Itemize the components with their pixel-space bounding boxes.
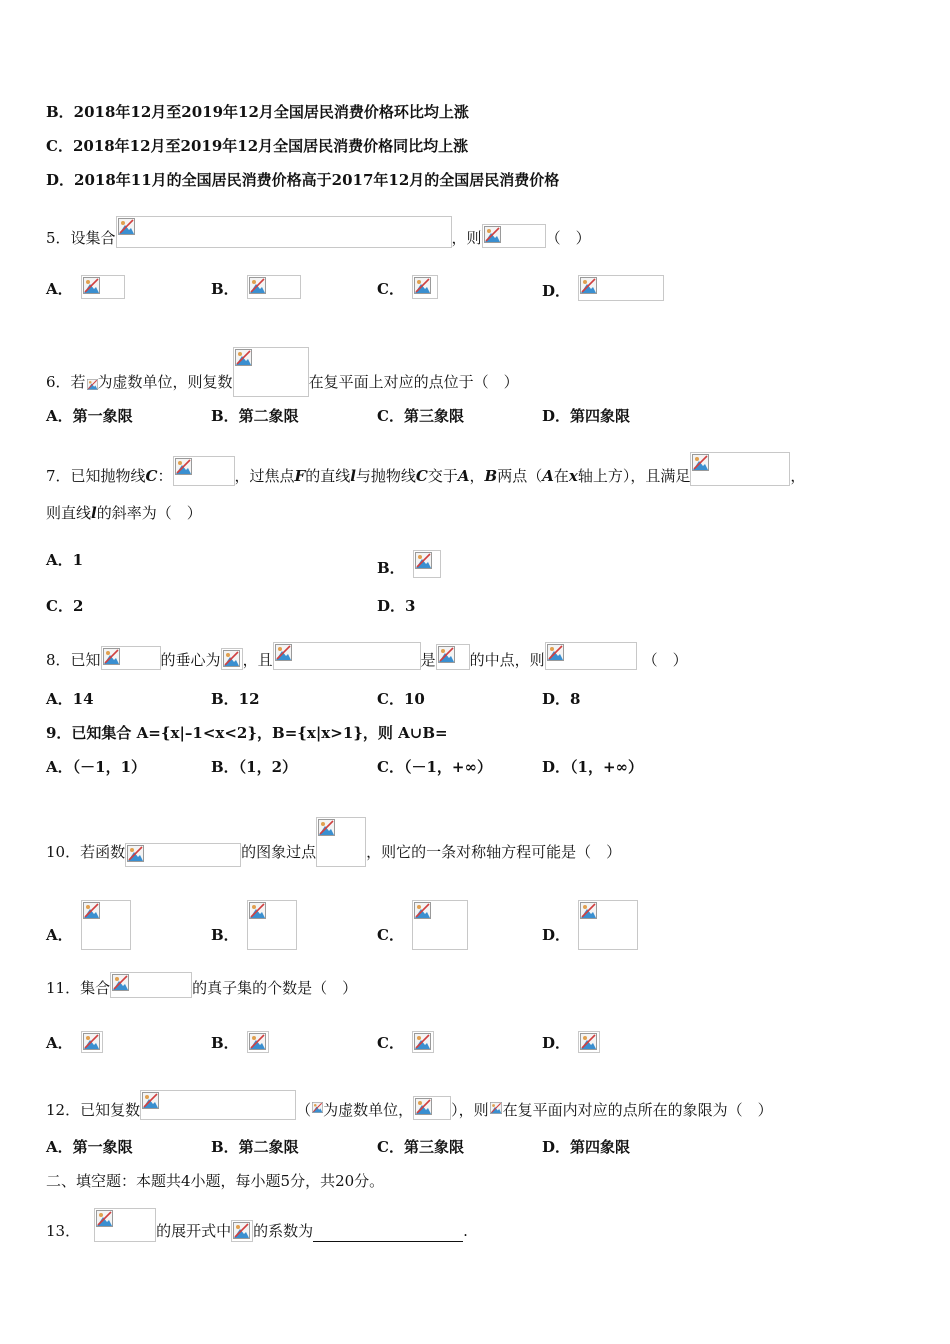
q10-option-b: B． bbox=[211, 900, 297, 950]
q6-complex-image bbox=[233, 347, 309, 397]
option-image bbox=[412, 275, 438, 299]
broken-image-icon bbox=[142, 1092, 159, 1109]
q6-option-d: D．第四象限 bbox=[542, 407, 631, 425]
q8-option-c: C．10 bbox=[377, 690, 425, 708]
option-image bbox=[81, 275, 125, 299]
broken-image-icon bbox=[484, 226, 501, 243]
q12-option-c: C．第三象限 bbox=[377, 1138, 464, 1156]
q12-option-d: D．第四象限 bbox=[542, 1138, 631, 1156]
q13-stem: 13． 的展开式中 的系数为 . bbox=[46, 1208, 468, 1242]
q9-option-d: D．（1，+∞） bbox=[542, 758, 644, 776]
q5-pre: 5．设集合 bbox=[46, 229, 116, 247]
q12-option-b: B．第二象限 bbox=[211, 1138, 299, 1156]
broken-image-icon bbox=[223, 650, 240, 667]
q12-z-image bbox=[489, 1100, 503, 1120]
broken-image-icon bbox=[96, 1210, 113, 1227]
option-image bbox=[413, 550, 441, 578]
broken-image-icon bbox=[414, 277, 431, 294]
broken-image-icon bbox=[249, 1033, 266, 1050]
broken-image-icon bbox=[112, 974, 129, 991]
option-image bbox=[578, 1031, 600, 1053]
q4-option-d: D．2018年11月的全国居民消费价格高于2017年12月的全国居民消费价格 bbox=[46, 171, 560, 189]
q8-h-image bbox=[221, 648, 243, 670]
q9-option-a: A．（－1，1） bbox=[46, 758, 147, 776]
broken-image-icon bbox=[83, 902, 100, 919]
option-image bbox=[81, 1031, 103, 1053]
broken-image-icon bbox=[249, 902, 266, 919]
q13-term-image bbox=[231, 1220, 253, 1242]
broken-image-icon bbox=[83, 277, 100, 294]
q7-condition-image bbox=[690, 452, 790, 486]
q7-parabola-image bbox=[173, 456, 235, 486]
q10-point-image bbox=[316, 817, 366, 867]
q5-option-b: B． bbox=[211, 275, 301, 299]
q8-option-d: D．8 bbox=[542, 690, 581, 708]
broken-image-icon bbox=[249, 277, 266, 294]
q9-option-c: C．（－1，+∞） bbox=[377, 758, 492, 776]
broken-image-icon bbox=[127, 845, 144, 862]
q4-option-b: B．2018年12月至2019年12月全国居民消费价格环比均上涨 bbox=[46, 103, 469, 121]
option-image bbox=[247, 900, 297, 950]
broken-image-icon bbox=[312, 1099, 323, 1116]
broken-image-icon bbox=[233, 1222, 250, 1239]
q8-dot-image bbox=[545, 642, 637, 670]
q11-option-b: B． bbox=[211, 1031, 269, 1053]
q12-stem: 12．已知复数 （ 为虚数单位， ），则 在复平面内对应的点所在的象限为（ ） bbox=[46, 1090, 773, 1120]
q11-option-c: C． bbox=[377, 1031, 434, 1053]
q7-option-c: C．2 bbox=[46, 597, 84, 615]
broken-image-icon bbox=[83, 1033, 100, 1050]
option-image bbox=[578, 900, 638, 950]
broken-image-icon bbox=[87, 376, 98, 393]
q5-set-image bbox=[116, 216, 452, 248]
q10-stem: 10．若函数 的图象过点 ，则它的一条对称轴方程可能是（ ） bbox=[46, 817, 621, 867]
q10-function-image bbox=[125, 843, 241, 867]
q6-i-image bbox=[86, 375, 98, 397]
q7-option-d: D．3 bbox=[377, 597, 416, 615]
q11-option-d: D． bbox=[542, 1031, 600, 1053]
broken-image-icon bbox=[235, 349, 252, 366]
option-image bbox=[578, 275, 664, 301]
q4-option-c: C．2018年12月至2019年12月全国居民消费价格同比均上涨 bbox=[46, 137, 469, 155]
q6-option-b: B．第二象限 bbox=[211, 407, 299, 425]
broken-image-icon bbox=[118, 218, 135, 235]
q10-option-a: A． bbox=[46, 900, 131, 950]
q5-post: （ ） bbox=[545, 229, 591, 247]
q9-option-b: B．（1，2） bbox=[211, 758, 298, 776]
q6-option-c: C．第三象限 bbox=[377, 407, 464, 425]
option-image bbox=[247, 1031, 269, 1053]
broken-image-icon bbox=[580, 902, 597, 919]
option-image bbox=[247, 275, 301, 299]
q11-option-a: A． bbox=[46, 1031, 103, 1053]
q7-option-b: B． bbox=[377, 550, 441, 578]
q10-option-d: D． bbox=[542, 900, 638, 950]
broken-image-icon bbox=[414, 902, 431, 919]
q5-option-c: C． bbox=[377, 275, 438, 299]
broken-image-icon bbox=[490, 1101, 502, 1115]
q11-set-image bbox=[110, 972, 192, 998]
q8-bc-image bbox=[436, 644, 470, 670]
broken-image-icon bbox=[547, 644, 564, 661]
q6-option-a: A．第一象限 bbox=[46, 407, 133, 425]
broken-image-icon bbox=[414, 1033, 431, 1050]
broken-image-icon bbox=[275, 644, 292, 661]
answer-blank[interactable] bbox=[313, 1225, 463, 1242]
broken-image-icon bbox=[415, 1098, 432, 1115]
broken-image-icon bbox=[415, 552, 432, 569]
broken-image-icon bbox=[438, 646, 455, 663]
option-image bbox=[412, 1031, 434, 1053]
q8-option-b: B．12 bbox=[211, 690, 260, 708]
q8-vector-image bbox=[273, 642, 421, 670]
q7-stem: 7．已知抛物线C： ，过焦点F的直线l与抛物线C交于A，B两点（A在x轴上方），且满足 ， bbox=[46, 452, 805, 486]
q8-option-a: A．14 bbox=[46, 690, 94, 708]
q12-option-a: A．第一象限 bbox=[46, 1138, 133, 1156]
q12-complex-image bbox=[140, 1090, 296, 1120]
q5-option-d: D． bbox=[542, 275, 664, 301]
broken-image-icon bbox=[580, 1033, 597, 1050]
q5-expr-image bbox=[482, 224, 546, 248]
q11-stem: 11．集合 的真子集的个数是（ ） bbox=[46, 972, 357, 998]
q12-condition-image bbox=[413, 1096, 451, 1120]
section-heading: 二、填空题：本题共4小题，每小题5分，共20分。 bbox=[46, 1172, 385, 1190]
q8-stem: 8．已知 的垂心为 ，且 是 的中点，则 （ ） bbox=[46, 642, 688, 670]
q8-triangle-image bbox=[101, 646, 161, 670]
q5-option-a: A． bbox=[46, 275, 125, 299]
option-image bbox=[81, 900, 131, 950]
q7-option-a: A．1 bbox=[46, 551, 84, 569]
broken-image-icon bbox=[692, 454, 709, 471]
q5-mid: ，则 bbox=[451, 229, 482, 247]
option-image bbox=[412, 900, 468, 950]
q10-option-c: C． bbox=[377, 900, 468, 950]
broken-image-icon bbox=[175, 458, 192, 475]
q13-binomial-image bbox=[94, 1208, 156, 1242]
broken-image-icon bbox=[318, 819, 335, 836]
q7-stem-line2: 则直线l的斜率为（ ） bbox=[46, 504, 202, 522]
broken-image-icon bbox=[103, 648, 120, 665]
q5-stem bbox=[46, 216, 591, 248]
q9-stem: 9．已知集合 A={x|–1<x<2}，B={x|x>1}，则 A∪B= bbox=[46, 724, 448, 742]
q6-stem: 6．若 为虚数单位，则复数 在复平面上对应的点位于（ ） bbox=[46, 347, 519, 397]
q12-i-image bbox=[311, 1098, 323, 1120]
broken-image-icon bbox=[580, 277, 597, 294]
